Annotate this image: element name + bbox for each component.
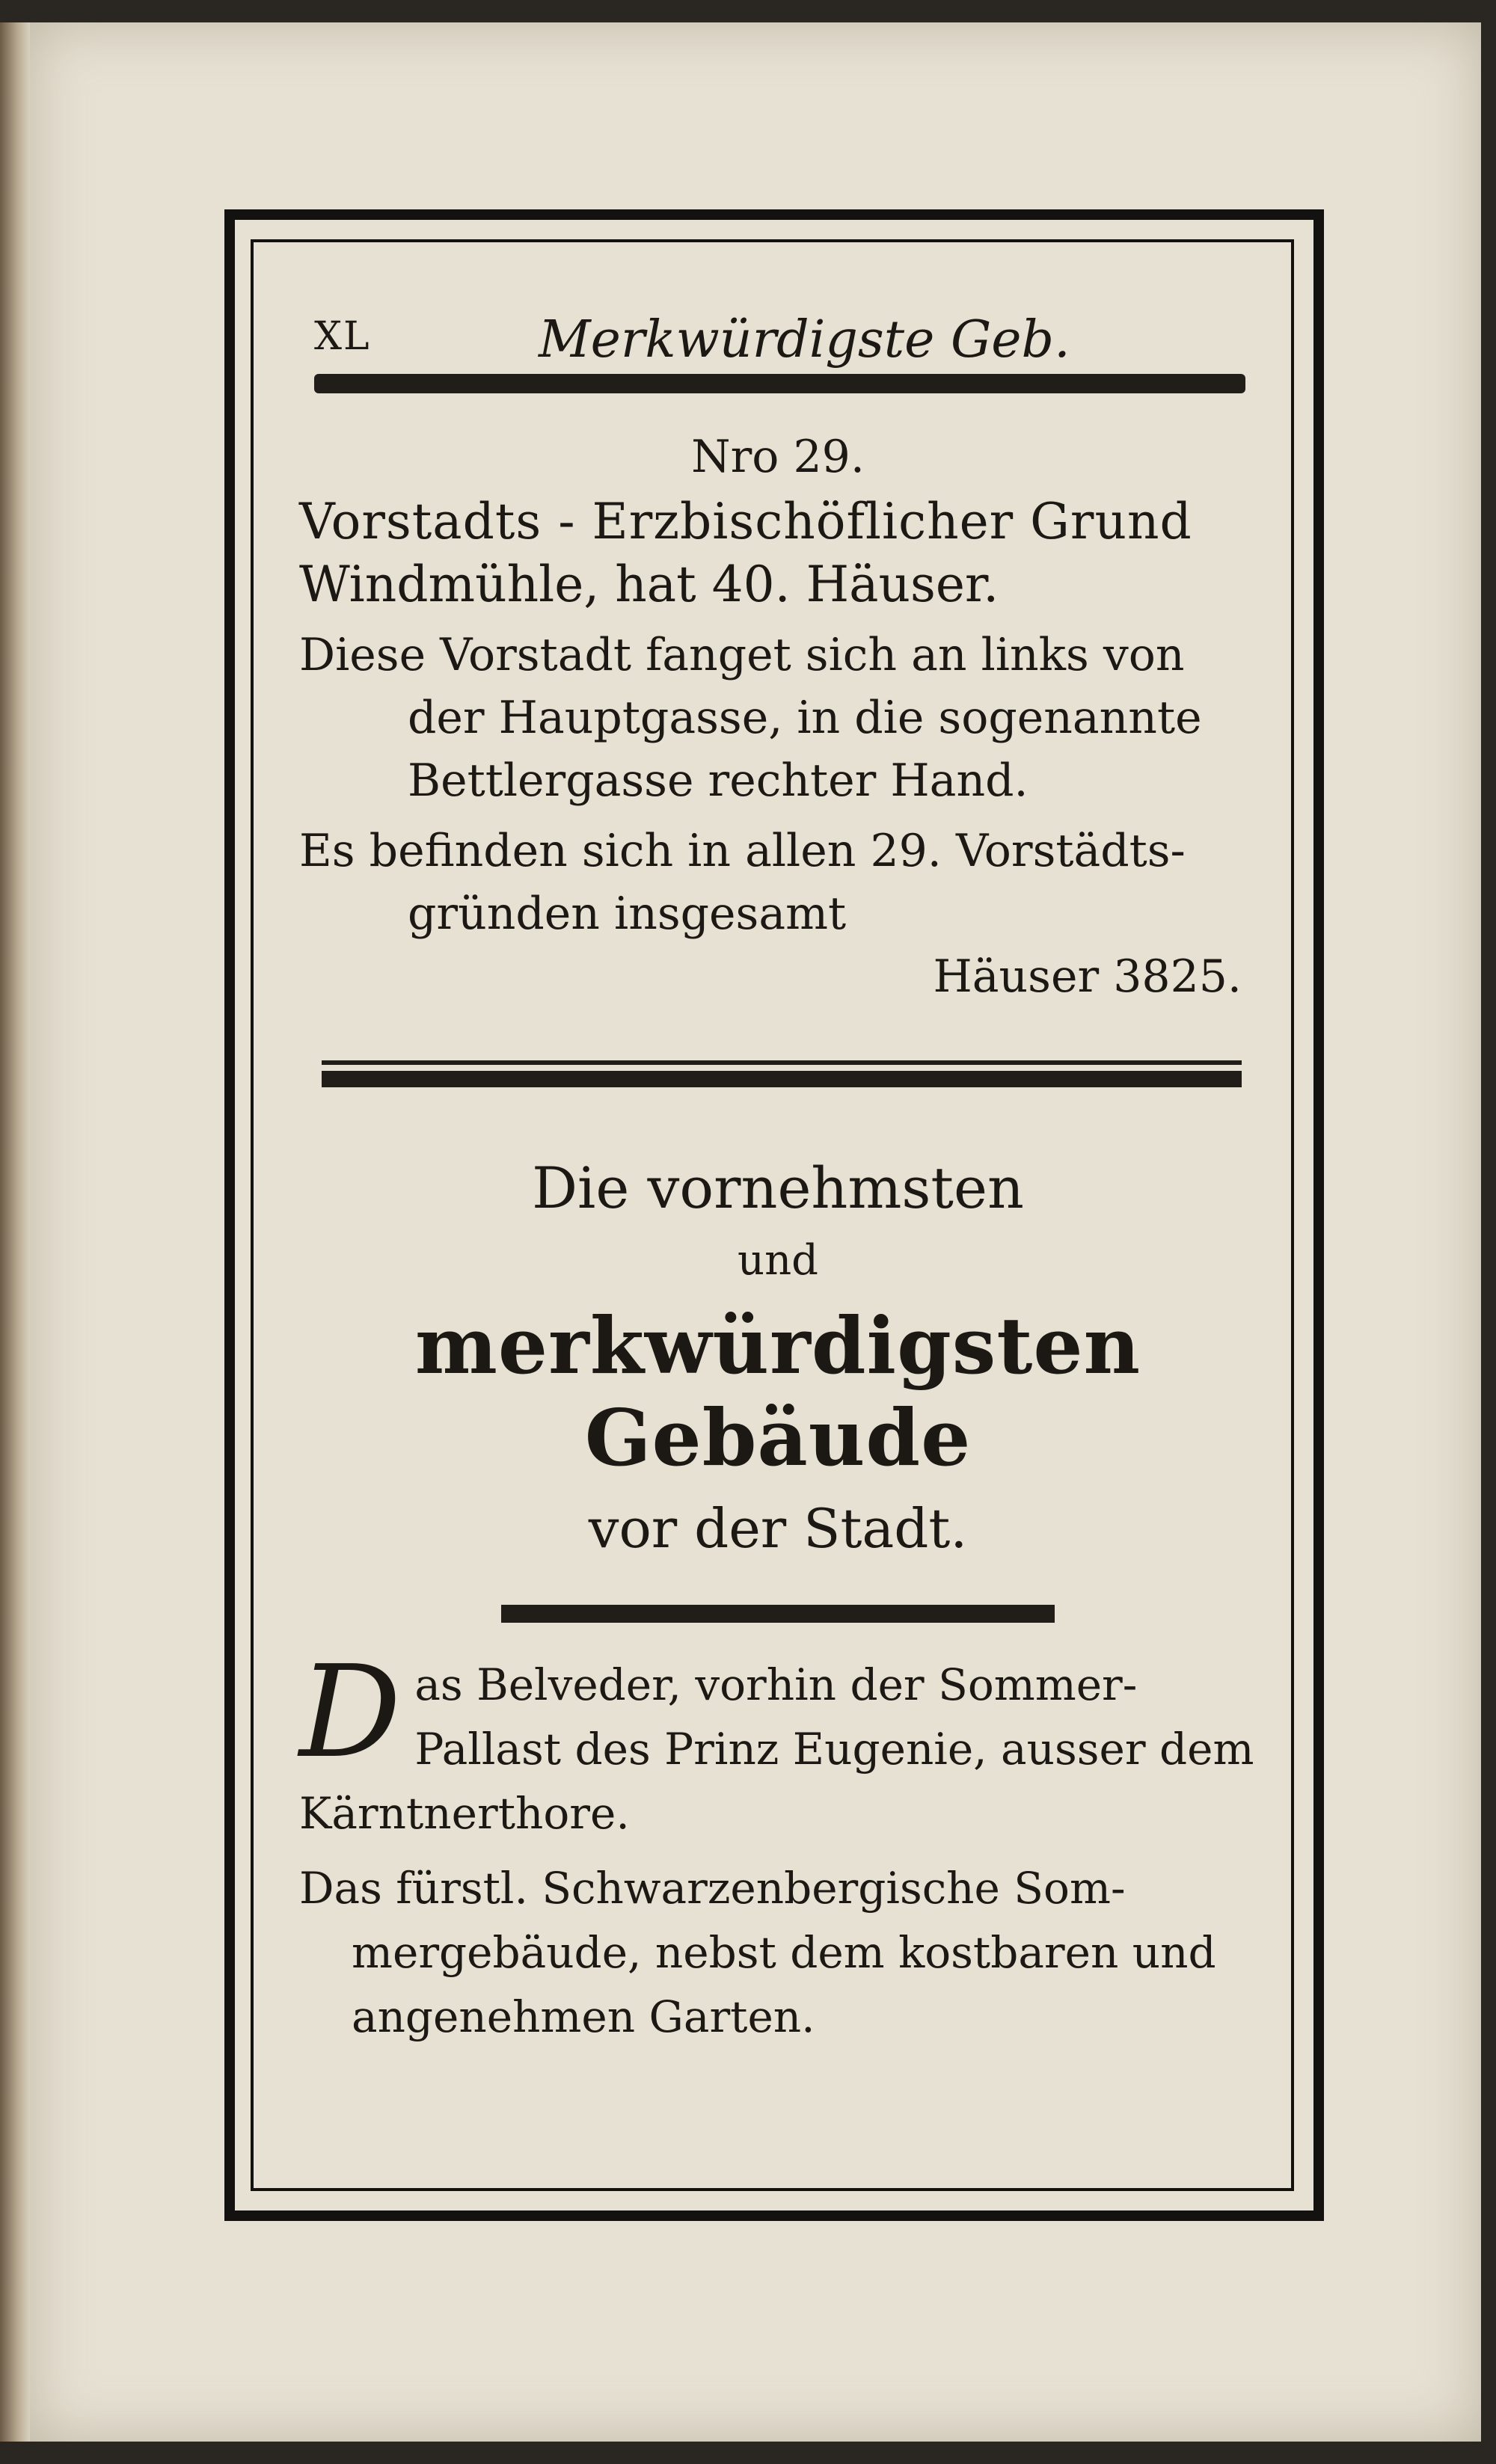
summary-line-1: Es befinden sich in allen 29. Vorstädts- [299, 825, 1186, 877]
description-line-2: der Hauptgasse, in die sogenannte [408, 692, 1202, 744]
entry-heading-line-1: Vorstadts - Erzbischöflicher Grund [299, 493, 1192, 550]
section-title-line-2: und [738, 1236, 818, 1285]
para1-line-3: Kärntnerthore. [299, 1788, 630, 1839]
running-title: Merkwürdigste Geb. [539, 310, 1070, 369]
page-edge [0, 22, 30, 2442]
entry-description [299, 624, 1257, 812]
entry-summary [299, 820, 1257, 1008]
header-rule [314, 374, 1245, 393]
section-divider [322, 1060, 1242, 1087]
page-content [299, 292, 1257, 2049]
para1-line-2: Pallast des Prinz Eugenie, ausser dem [414, 1724, 1254, 1775]
para1-line-1: as Belveder, vorhin der Sommer- [414, 1659, 1138, 1710]
summary-total: Häuser 3825. [933, 950, 1242, 1003]
body-paragraph-2 [299, 1856, 1257, 2049]
para2-line-1: Das fürstl. Schwarzenbergische Som- [299, 1863, 1126, 1914]
summary-line-2: gründen insgesamt [408, 888, 847, 940]
section-title-line-4: vor der Stadt. [588, 1497, 968, 1560]
para2-line-2: mergebäude, nebst dem kostbaren und [352, 1927, 1216, 1978]
section-title-line-1: Die vornehmsten [532, 1155, 1024, 1221]
title-underline-rule [501, 1605, 1055, 1623]
body-paragraph-1 [299, 1638, 1257, 1846]
section-title-line-3: merkwürdigsten Gebäude [414, 1300, 1141, 1484]
description-line-3: Bettlergasse rechter Hand. [408, 755, 1028, 807]
entry-heading [299, 491, 1257, 616]
page-header [299, 292, 1257, 374]
entry-heading-line-2: Windmühle, hat 40. Häuser. [299, 556, 999, 613]
para2-line-3: angenehmen Garten. [352, 1991, 815, 2042]
entry-number: Nro 29. [691, 431, 865, 483]
drop-cap: D [299, 1638, 402, 1786]
description-line-1: Diese Vorstadt fanget sich an links von [299, 629, 1185, 681]
page-number: XL [314, 314, 371, 359]
